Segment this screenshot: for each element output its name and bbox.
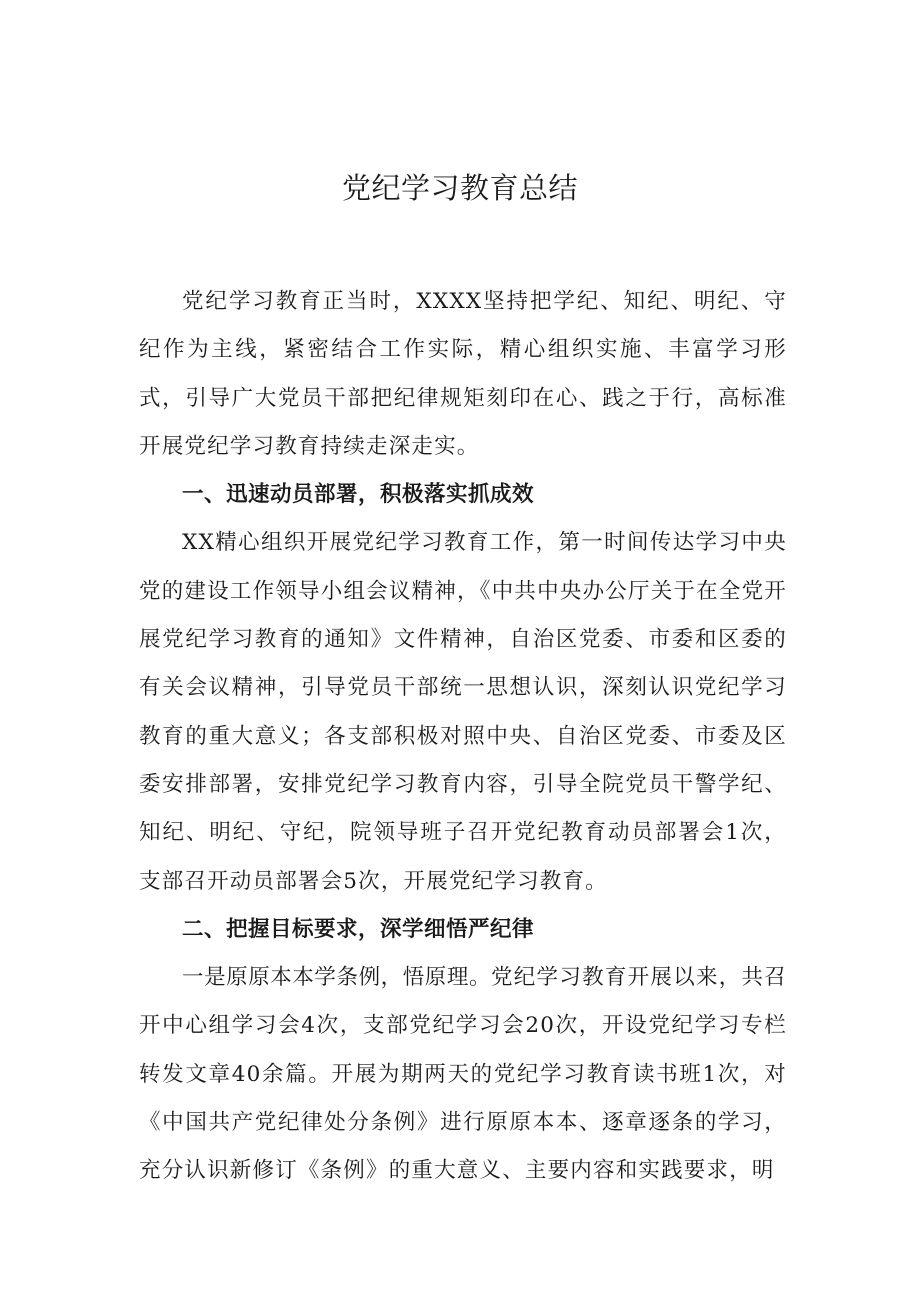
intro-paragraph: 党纪学习教育正当时，XXXX坚持把学纪、知纪、明纪、守纪作为主线，紧密结合工作实际，精心组织实施、丰富学习形式，引导广大党员干部把纪律规矩刻印在心、践之于行，高标准开展党纪学习教育持续走深走实。	[139, 289, 787, 459]
section-2-paragraph	[139, 954, 787, 1195]
section-1-heading: 一、迅速动员部署，积极落实抓成效	[182, 482, 535, 508]
section-2-lead: 一是原原本本学条例，悟原理。	[182, 965, 492, 991]
section-2-body: 党纪学习教育开展以来，共召开中心组学习会4次，支部党纪学习会20次，开设党纪学习专栏转发文章40余篇。开展为期两天的党纪学习教育读书班1次，对《中国共产党纪律处分条例》进行原原本本、逐章逐条的学习，充分认识新修订《条例》的重大意义、主要内容和实践要求，明	[139, 965, 787, 1184]
section-1-paragraph: XX精心组织开展党纪学习教育工作，第一时间传达学习中央党的建设工作领导小组会议精神，《中共中央办公厅关于在全党开展党纪学习教育的通知》文件精神，自治区党委、市委和区委的有关会议精神，引导党员干部统一思想认识，深刻认识党纪学习教育的重大意义；各支部积极对照中央、自治区党委、市委及区委安排部署，安排党纪学习教育内容，引导全院党员干警学纪、知纪、明纪、守纪，院领导班子召开党纪教育动员部署会1次，支部召开动员部署会5次，开展党纪学习教育。	[139, 530, 787, 894]
document-body	[139, 278, 787, 1196]
document-title: 党纪学习教育总结	[341, 171, 578, 205]
section-2-heading: 二、把握目标要求，深学细悟严纪律	[182, 916, 535, 942]
